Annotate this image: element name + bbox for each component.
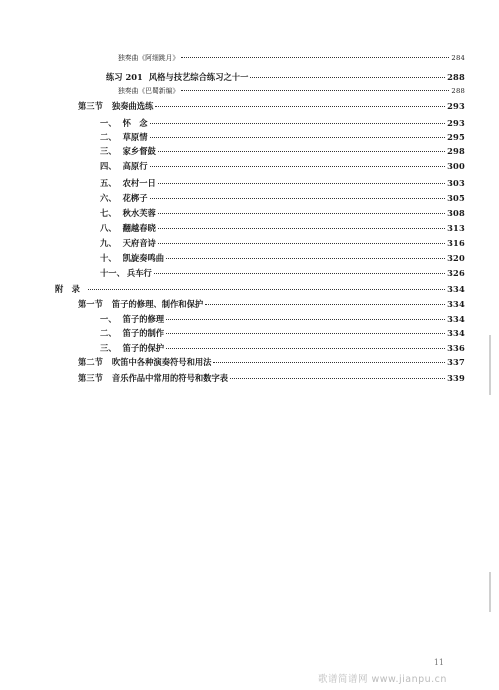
page-edge-mark	[489, 572, 491, 612]
toc-entry-title: 独奏曲《阿细跳月》	[118, 54, 180, 62]
toc-entry-title: 音乐作品中常用的符号和数字表	[111, 373, 229, 383]
toc-entry-page: 339	[447, 373, 465, 383]
toc-entry-page: 336	[447, 343, 465, 353]
toc-entry-title: 风格与技艺综合练习之十一	[148, 72, 249, 82]
toc-entry-title: 秋水芙蓉	[122, 208, 156, 218]
page-number: 11	[433, 658, 444, 667]
leader-dots	[205, 304, 445, 305]
leader-dots	[158, 151, 445, 152]
leader-dots	[250, 77, 445, 78]
toc-entry-page: 326	[447, 268, 465, 278]
toc-entry-number: 一、	[100, 314, 117, 324]
toc-entry-page: 308	[447, 208, 465, 218]
toc-entry-number: 第三节	[78, 373, 103, 383]
toc-entry	[118, 53, 465, 64]
toc-entry-number: 七、	[100, 208, 117, 218]
toc-entry	[100, 208, 465, 219]
toc-entry-title: 笛子的修理	[122, 314, 165, 324]
toc-entry	[55, 284, 465, 295]
leader-dots	[230, 378, 445, 379]
toc-entry-number: 十一、	[100, 268, 125, 278]
toc-entry	[78, 101, 465, 112]
toc-entry-page: 334	[447, 284, 465, 294]
toc-entry-page: 334	[447, 299, 465, 309]
toc-entry-title: 笛子的修理、制作和保护	[111, 299, 204, 309]
toc-entry	[100, 132, 465, 143]
toc-entry-title: 草原情	[122, 132, 148, 142]
toc-entry-number: 二、	[100, 132, 117, 142]
toc-entry-number: 六、	[100, 193, 117, 203]
toc-entry-number: 九、	[100, 238, 117, 248]
toc-entry-title: 独奏曲选练	[111, 101, 154, 111]
toc-entry-page: 284	[451, 54, 465, 62]
toc-entry-page: 300	[447, 161, 465, 171]
leader-dots	[166, 258, 445, 259]
toc-entry-title: 怀 念	[122, 118, 148, 128]
toc-entry-title: 笛子的制作	[122, 328, 165, 338]
leader-dots	[158, 243, 445, 244]
toc-entry-page: 288	[447, 72, 465, 82]
toc-entry	[100, 223, 465, 234]
leader-dots	[213, 362, 445, 363]
toc-entry-page: 320	[447, 253, 465, 263]
toc-entry-page: 293	[447, 101, 465, 111]
page-edge-mark	[489, 335, 491, 395]
toc-entry	[78, 299, 465, 310]
toc-entry-page: 334	[447, 328, 465, 338]
toc-entry-number: 三、	[100, 343, 117, 353]
toc-entry	[118, 86, 465, 97]
leader-dots	[158, 213, 445, 214]
leader-dots	[181, 90, 449, 91]
toc-entry	[100, 268, 465, 279]
toc-entry-number: 八、	[100, 223, 117, 233]
toc-entry-number: 五、	[100, 178, 117, 188]
toc-entry	[100, 328, 465, 339]
leader-dots	[166, 348, 445, 349]
leader-dots	[158, 228, 445, 229]
leader-dots	[150, 166, 446, 167]
toc-entry-page: 334	[447, 314, 465, 324]
toc-entry-number: 练习 201	[106, 72, 143, 82]
toc-entry	[78, 357, 465, 368]
toc-entry-title: 笛子的保护	[122, 343, 165, 353]
toc-entry-number: 二、	[100, 328, 117, 338]
leader-dots	[150, 198, 446, 199]
leader-dots	[88, 289, 445, 290]
toc-entry-number: 第一节	[78, 299, 103, 309]
toc-entry-title: 农村一日	[122, 178, 156, 188]
toc-entry-page: 305	[447, 193, 465, 203]
toc-entry-page: 298	[447, 146, 465, 156]
toc-entry	[100, 161, 465, 172]
toc-entry-title: 独奏曲《巴蜀新编》	[118, 87, 180, 95]
toc-entry	[100, 178, 465, 189]
toc-entry-page: 316	[447, 238, 465, 248]
toc-entry	[100, 238, 465, 249]
toc-entry	[100, 314, 465, 325]
toc-entry-page: 293	[447, 118, 465, 128]
leader-dots	[158, 183, 445, 184]
toc-entry-number: 三、	[100, 146, 117, 156]
toc-entry-number: 十、	[100, 253, 117, 263]
toc-entry-title: 花梆子	[122, 193, 148, 203]
toc-entry-title: 家乡督鼓	[122, 146, 156, 156]
toc-entry	[100, 118, 465, 129]
toc-entry-title: 兵车行	[126, 268, 152, 278]
toc-entry-title: 翻越春晓	[122, 223, 156, 233]
toc-entry-title: 天府音诗	[122, 238, 156, 248]
toc-entry-page: 303	[447, 178, 465, 188]
watermark: 歌谱简谱网 www.jianpu.cn	[318, 674, 447, 685]
toc-entry	[106, 72, 465, 83]
leader-dots	[155, 106, 445, 107]
toc-entry-number: 第二节	[78, 357, 103, 367]
leader-dots	[154, 273, 445, 274]
appendix-heading: 附 录	[55, 284, 80, 294]
toc-entry-page: 313	[447, 223, 465, 233]
toc-entry-title: 凯旋奏鸣曲	[122, 253, 165, 263]
toc-entry-page: 337	[447, 357, 465, 367]
toc-entry-number: 第三节	[78, 101, 103, 111]
toc-entry	[100, 343, 465, 354]
toc-entry-page: 288	[451, 87, 465, 95]
toc-entry-page: 295	[447, 132, 465, 142]
toc-entry	[100, 146, 465, 157]
toc-entry-number: 一、	[100, 118, 117, 128]
toc-entry-title: 吹笛中各种演奏符号和用法	[111, 357, 212, 367]
leader-dots	[150, 137, 446, 138]
toc-entry-title: 高原行	[122, 161, 148, 171]
toc-entry	[100, 253, 465, 264]
toc-entry	[78, 373, 465, 384]
leader-dots	[166, 333, 445, 334]
leader-dots	[181, 57, 449, 58]
toc-entry-number: 四、	[100, 161, 117, 171]
leader-dots	[166, 319, 445, 320]
toc-entry	[100, 193, 465, 204]
leader-dots	[150, 123, 446, 124]
